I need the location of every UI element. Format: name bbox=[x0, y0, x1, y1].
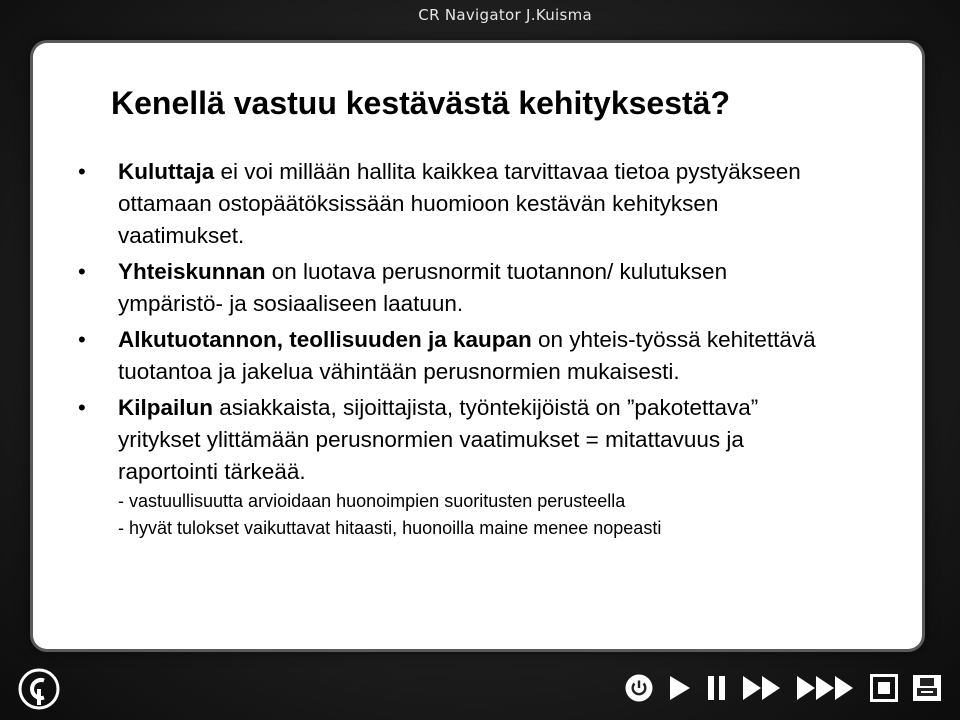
bullet-dot: • bbox=[78, 159, 86, 184]
slide-panel bbox=[33, 43, 922, 649]
cr-logo-icon[interactable] bbox=[17, 667, 61, 711]
fast-forward-icon[interactable] bbox=[742, 668, 782, 708]
bullet-item bbox=[78, 324, 823, 388]
playback-controls bbox=[610, 668, 942, 708]
bullet-bold: Alkutuotannon, teollisuuden ja kaupan bbox=[118, 327, 532, 352]
bullet-dot: • bbox=[78, 259, 86, 284]
bullet-text: on yhteis-työssä kehitettävä tuotantoa ja jakelua vähintään perusnormien mukaisesti. bbox=[118, 327, 816, 384]
power-icon[interactable] bbox=[624, 668, 654, 708]
subnotes bbox=[111, 488, 922, 542]
playback-toolbar bbox=[0, 658, 960, 720]
print-icon[interactable] bbox=[912, 668, 942, 708]
pause-icon[interactable] bbox=[706, 668, 728, 708]
subnote-line: - hyvät tulokset vaikuttavat hitaasti, huonoilla maine menee nopeasti bbox=[118, 518, 662, 538]
bullet-list bbox=[78, 156, 823, 488]
bullet-item bbox=[78, 392, 823, 488]
bullet-bold: Kuluttaja bbox=[118, 159, 215, 184]
stop-icon[interactable] bbox=[870, 668, 898, 708]
bullet-dot: • bbox=[78, 395, 86, 420]
bullet-bold: Yhteiskunnan bbox=[118, 259, 266, 284]
bullet-text: ei voi millään hallita kaikkea tarvittavaa tietoa pystyäkseen ottamaan ostopäätöksissään huomioon kestävän kehityksen vaatimukset. bbox=[118, 159, 801, 248]
brand-label: CR Navigator J.Kuisma bbox=[418, 6, 592, 24]
bullet-bold: Kilpailun bbox=[118, 395, 213, 420]
bullet-item bbox=[78, 156, 823, 252]
skip-forward-icon[interactable] bbox=[796, 668, 856, 708]
bullet-text: asiakkaista, sijoittajista, työntekijöistä on ”pakotettava” yritykset ylittämään perusnormien vaatimukset = mitattavuus ja raportointi tärkeää. bbox=[118, 395, 759, 484]
bullet-dot: • bbox=[78, 327, 86, 352]
slide-title: Kenellä vastuu kestävästä kehityksestä? bbox=[111, 85, 730, 121]
bullet-item bbox=[78, 256, 823, 320]
play-icon[interactable] bbox=[668, 668, 692, 708]
bullet-text: on luotava perusnormit tuotannon/ kulutuksen ympäristö- ja sosiaaliseen laatuun. bbox=[118, 259, 728, 316]
subnote-line: - vastuullisuutta arvioidaan huonoimpien suoritusten perusteella bbox=[118, 491, 626, 511]
